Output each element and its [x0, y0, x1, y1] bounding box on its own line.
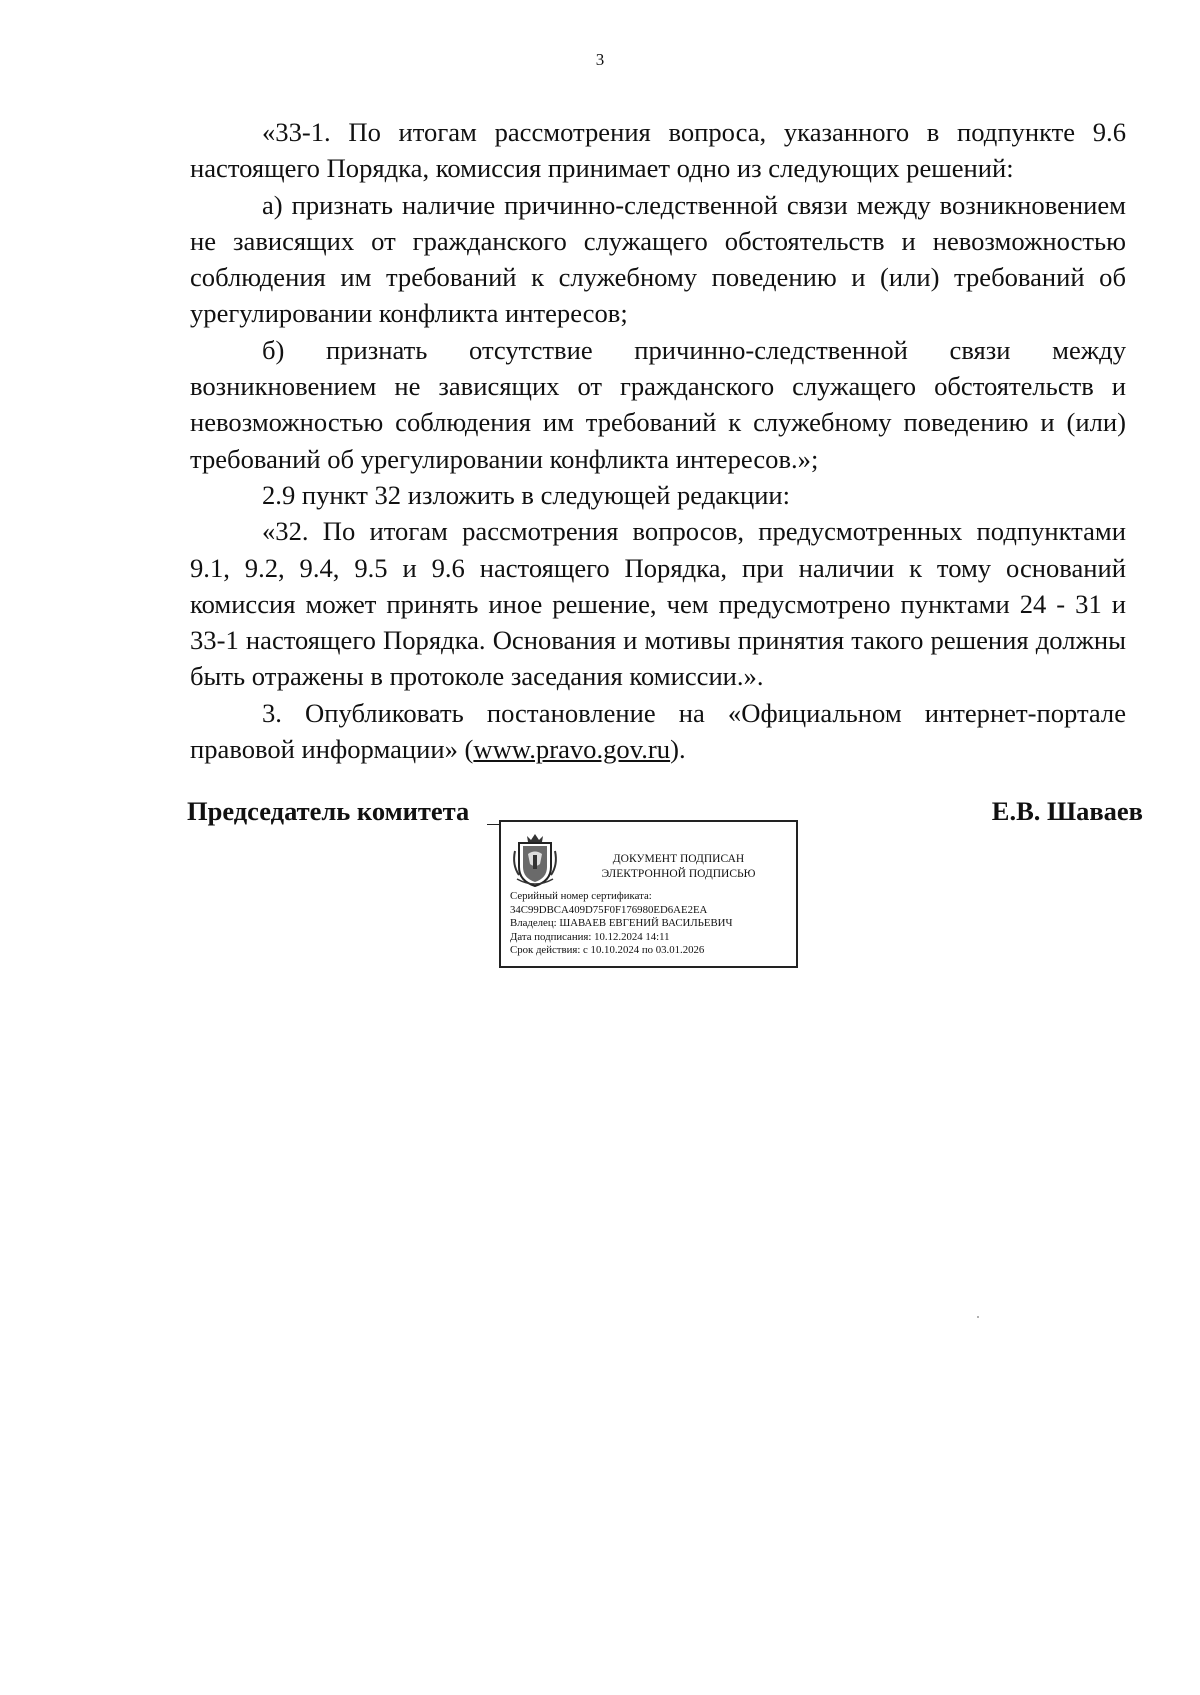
- stamp-details: [510, 890, 795, 958]
- paragraph-32: «32. По итогам рассмотрения вопросов, предусмотренных подпунктами 9.1, 9.2, 9.4, 9.5 и 9.6 настоящего Порядка, при наличии к тому оснований комиссия может принять иное решение, чем предусмотрено пунктами 24 - 31 и 33-1 настоящего Порядка. Основания и мотивы принятия такого решения должны быть отражены в протоколе заседания комиссии.».: [190, 516, 1126, 692]
- certificate-number: 34C99DBCA409D75F0F176980ED6AE2EA: [510, 903, 708, 916]
- validity-period: Срок действия: с 10.10.2024 по 03.01.2026: [510, 944, 705, 957]
- paragraph-option-b: б) признать отсутствие причинно-следственной связи между возникновением не зависящих от гражданского служащего обстоятельств и невозможностью соблюдения им требований к служебному поведению и (или) требований об урегулировании конфликта интересов.»;: [190, 334, 1126, 474]
- publish-text-start: 3. Опубликовать постановление на «Официальном интернет-портале правовой информации» (: [190, 697, 1126, 765]
- paragraph-33-1: «33-1. По итогам рассмотрения вопроса, указанного в подпункте 9.6 настоящего Порядка, комиссия принимает одно из следующих решений:: [190, 117, 1126, 184]
- stamp-heading: [571, 852, 786, 882]
- certificate-owner: Владелец: ШАВАЕВ ЕВГЕНИЙ ВАСИЛЬЕВИЧ: [510, 917, 733, 930]
- pravo-link[interactable]: www.pravo.gov.ru: [473, 734, 671, 765]
- publish-text-end: ).: [670, 734, 686, 765]
- signatory-name: Е.В. Шаваев: [991, 796, 1143, 826]
- paragraph-option-a: а) признать наличие причинно-следственной связи между возникновением не зависящих от гражданского служащего обстоятельств и невозможностью соблюдения им требований к служебному поведению и (или) требований об урегулировании конфликта интересов;: [190, 189, 1126, 329]
- stamp-heading-line2: ЭЛЕКТРОННОЙ ПОДПИСЬЮ: [601, 868, 756, 880]
- signatory-title: Председатель комитета: [187, 796, 470, 826]
- paragraph-publish: [190, 695, 1126, 768]
- document-body: [190, 114, 1126, 767]
- stamp-heading-line1: ДОКУМЕНТ ПОДПИСАН: [612, 853, 745, 865]
- scan-speck: [977, 1316, 979, 1318]
- signing-date: Дата подписания: 10.12.2024 14:11: [510, 930, 670, 943]
- paragraph-2-9: 2.9 пункт 32 изложить в следующей редакции:: [262, 479, 791, 510]
- certificate-label: Серийный номер сертификата:: [510, 890, 652, 902]
- coat-of-arms-icon: [509, 829, 561, 889]
- page-number: 3: [595, 50, 605, 69]
- electronic-signature-stamp: [499, 820, 798, 968]
